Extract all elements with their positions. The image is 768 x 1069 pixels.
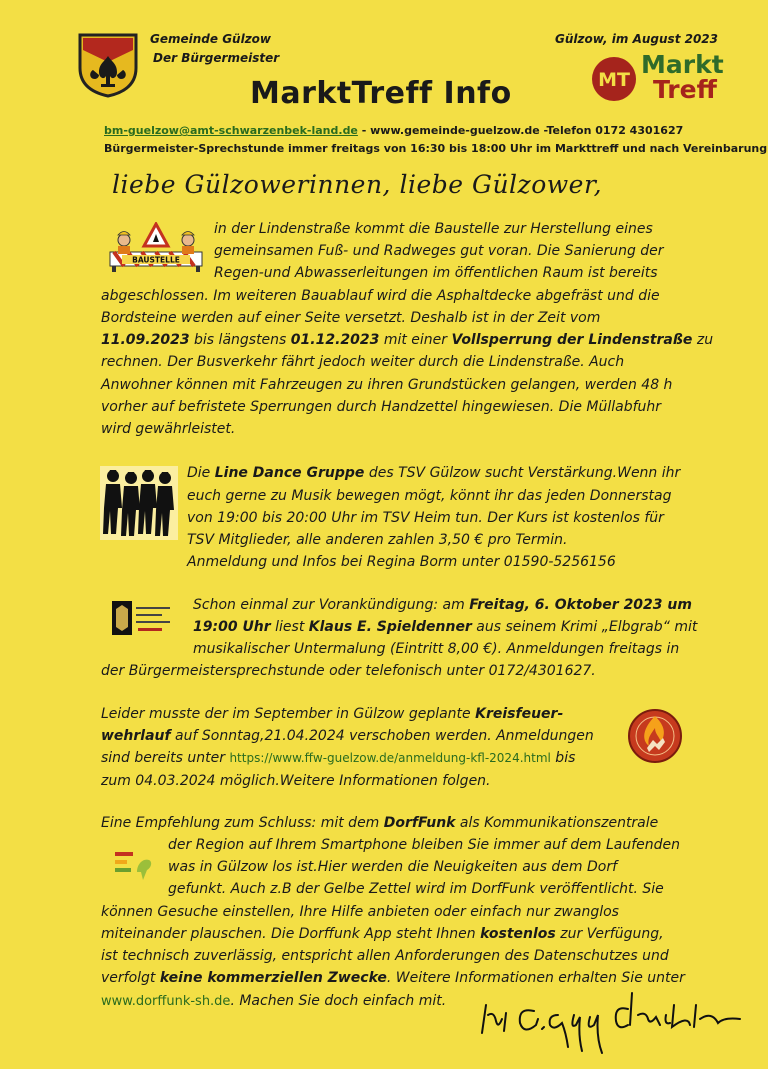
- section3-line4: der Bürgermeistersprechstunde oder telefonisch unter 0172/4301627.: [101, 663, 596, 679]
- section2-line5: Anmeldung und Infos bei Regina Borm unter 01590-5256156: [187, 554, 616, 570]
- section3-line2: 19:00 Uhr liest Klaus E. Spieldenner aus seinem Krimi „Elbgrab“ mit: [193, 619, 698, 635]
- section5-line3: was in Gülzow los ist.Hier werden die Neuigkeiten aus dem Dorf: [168, 859, 618, 875]
- section1-line4: abgeschlossen. Im weiteren Bauablauf wird die Asphaltdecke abgefräst und die: [101, 288, 660, 304]
- section2-line2: euch gerne zu Musik bewegen mögt, könnt ihr das jeden Donnerstag: [187, 488, 672, 504]
- line-dance-illustration: [100, 466, 178, 540]
- event-name-part2: wehrlauf: [101, 728, 171, 744]
- section2-line1: Die Line Dance Gruppe des TSV Gülzow sucht Verstärkung.Wenn ihr: [187, 465, 681, 481]
- dorffunk-name: DorfFunk: [383, 815, 456, 831]
- section1-line3: Regen-und Abwasserleitungen im öffentlichen Raum ist bereits: [214, 265, 658, 281]
- section4-line2: wehrlauf auf Sonntag,21.04.2024 verschoben werden. Anmeldungen: [101, 728, 594, 744]
- markttreff-logo: [590, 55, 638, 103]
- baustelle-label: BAUSTELLE: [132, 255, 180, 265]
- section4-line1: Leider musste der im September in Gülzow geplante Kreisfeuer-: [101, 706, 564, 722]
- reading-date: Freitag, 6. Oktober 2023 um: [469, 597, 692, 613]
- event-name-part1: Kreisfeuer-: [475, 706, 564, 722]
- dorffunk-link[interactable]: www.dorffunk-sh.de: [101, 994, 231, 1009]
- section5-line6: miteinander plauschen. Die Dorffunk App steht Ihnen kostenlos zur Verfügung,: [101, 926, 664, 942]
- section1-line7: rechnen. Der Busverkehr fährt jedoch weiter durch die Lindenstraße. Auch: [101, 354, 625, 370]
- fire-brigade-run-logo: [627, 708, 683, 764]
- section5-line1: Eine Empfehlung zum Schluss: mit dem DorfFunk als Kommunikationszentrale: [101, 815, 659, 831]
- line-dance-group-name: Line Dance Gruppe: [214, 465, 365, 481]
- section1-line5: Bordsteine werden auf einer Seite versetzt. Deshalb ist in der Zeit vom: [101, 310, 601, 326]
- registration-link[interactable]: https://www.ffw-guelzow.de/anmeldung-kfl-2024.html: [229, 751, 551, 765]
- markttreff-logo-mt: MT: [598, 69, 630, 91]
- contact-line: [104, 122, 683, 139]
- contact-rest: - www.gemeinde-guelzow.de -Telefon 0172 4301627: [357, 124, 684, 137]
- markttreff-logo-markt: Markt: [641, 50, 724, 79]
- section5-line7: ist technisch zuverlässig, entspricht allen Anforderungen des Datenschutzes und: [101, 948, 669, 964]
- section3-line3: musikalischer Untermalung (Eintritt 8,00 €). Anmeldungen freitags in: [193, 641, 680, 657]
- section3-line1: Schon einmal zur Vorankündigung: am Freitag, 6. Oktober 2023 um: [193, 597, 692, 613]
- office-hours: Bürgermeister-Sprechstunde immer freitags von 16:30 bis 18:00 Uhr im Markttreff und nach Vereinbarung: [104, 142, 768, 155]
- dorffunk-logo: [113, 844, 155, 884]
- section4-line3: sind bereits unter https://www.ffw-guelzow.de/anmeldung-kfl-2024.html bis: [101, 750, 576, 766]
- office-name: Der Bürgermeister: [153, 51, 280, 65]
- municipal-coat-of-arms: [77, 32, 139, 98]
- non-commercial: keine kommerziellen Zwecke: [159, 970, 387, 986]
- date-line: Gülzow, im August 2023: [555, 32, 719, 46]
- page-title: MarktTreff Info: [250, 76, 512, 111]
- section1-line10: wird gewährleistet.: [101, 421, 236, 437]
- section1-line1: in der Lindenstraße kommt die Baustelle zur Herstellung eines: [214, 221, 653, 237]
- section1-line8: Anwohner können mit Fahrzeugen zu ihren Grundstücken gelangen, werden 48 h: [101, 377, 673, 393]
- section5-line9: www.dorffunk-sh.de. Machen Sie doch einfach mit.: [101, 993, 447, 1009]
- construction-site-illustration: [108, 222, 204, 274]
- section1-line2: gemeinsamen Fuß- und Radweges gut voran. Die Sanierung der: [214, 243, 664, 259]
- section5-line5: können Gesuche einstellen, Ihre Hilfe anbieten oder einfach nur zwanglos: [101, 904, 619, 920]
- markttreff-logo-treff: Treff: [653, 75, 717, 104]
- handwritten-salutation: liebe Gülzowerinnen, liebe Gülzower,: [112, 170, 603, 199]
- section2-line4: TSV Mitglieder, alle anderen zahlen 3,50 € pro Termin.: [187, 532, 568, 548]
- closure-end-date: 01.12.2023: [290, 332, 380, 348]
- section5-line4: gefunkt. Auch z.B der Gelbe Zettel wird im DorfFunk veröffentlicht. Sie: [168, 881, 664, 897]
- email-link[interactable]: bm-guelzow@amt-schwarzenbek-land.de: [104, 124, 358, 137]
- section1-line9: vorher auf befristete Sperrungen durch Handzettel hingewiesen. Die Müllabfuhr: [101, 399, 662, 415]
- closure-start-date: 11.09.2023: [101, 332, 190, 348]
- handwritten-signature: [478, 985, 748, 1057]
- municipality-name: Gemeinde Gülzow: [150, 32, 272, 46]
- section2-line3: von 19:00 bis 20:00 Uhr im TSV Heim tun. Der Kurs ist kostenlos für: [187, 510, 664, 526]
- section5-line2: der Region auf Ihrem Smartphone bleiben Sie immer auf dem Laufenden: [168, 837, 680, 853]
- section4-line4: zum 04.03.2024 möglich.Weitere Informationen folgen.: [101, 773, 491, 789]
- section5-line8: verfolgt keine kommerziellen Zwecke. Weitere Informationen erhalten Sie unter: [101, 970, 685, 986]
- author-name: Klaus E. Spieldenner: [308, 619, 472, 635]
- free-of-charge: kostenlos: [480, 926, 556, 942]
- book-cover-image: [112, 601, 174, 635]
- closure-highlight: Vollsperrung der Lindenstraße: [451, 332, 693, 348]
- section1-line6: 11.09.2023 bis längstens 01.12.2023 mit einer Vollsperrung der Lindenstraße zu: [101, 332, 714, 348]
- reading-time: 19:00 Uhr: [193, 619, 271, 635]
